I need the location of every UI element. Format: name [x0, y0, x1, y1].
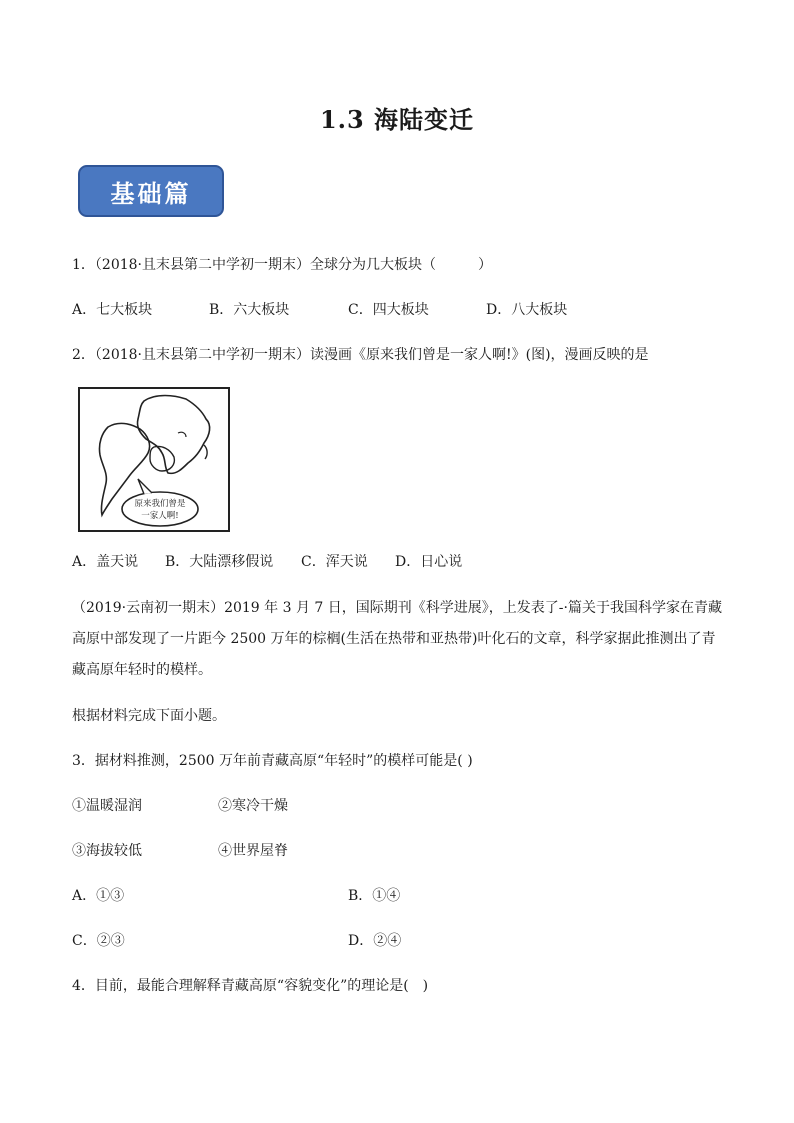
q1-option-c: C．四大板块 [348, 302, 429, 318]
q1-option-b: B．六大板块 [209, 302, 290, 318]
q3-option-b: B．①④ [348, 888, 401, 904]
q2-option-d: D．日心说 [395, 554, 463, 570]
q3-option-c: C．②③ [72, 933, 125, 949]
q2-option-a: A．盖天说 [72, 554, 139, 570]
continental-drift-cartoon [78, 387, 230, 532]
cartoon-caption-line-1: 原来我们曾是 [134, 499, 186, 509]
q3-item-2: ②寒冷干燥 [218, 798, 288, 814]
q3-item-1: ①温暖湿润 [72, 798, 142, 814]
material-instruction: 根据材料完成下面小题。 [72, 708, 226, 724]
question-4-stem: 4．目前，最能合理解释青藏高原“容貌变化”的理论是( ) [72, 978, 429, 994]
q3-item-3: ③海拔较低 [72, 843, 142, 859]
q3-item-4: ④世界屋脊 [218, 843, 288, 859]
q3-option-d: D．②④ [348, 933, 402, 949]
page-title: 1.3 海陆变迁 [319, 105, 475, 134]
question-1-stem: 1．（2018·且末县第二中学初一期末）全球分为几大板块（ ） [72, 257, 492, 273]
q3-option-a: A．①③ [72, 888, 125, 904]
material-paragraph: （2019·云南初一期末）2019 年 3 月 7 日，国际期刊《科学进展》，上发表了-·篇关于我国科学家在青藏高原中部发现了一片距今 2500 万年的棕榈(生活在热带和亚热带)叶化石的文章，科学家据此推测出了青藏高原年轻时的模样。 [72, 600, 722, 678]
section-badge: 基础篇 [78, 165, 224, 217]
q1-option-a: A．七大板块 [72, 302, 153, 318]
q2-option-b: B．大陆漂移假说 [165, 554, 274, 570]
question-3-stem: 3．据材料推测，2500 万年前青藏高原“年轻时”的模样可能是( ) [72, 753, 473, 769]
q2-option-c: C．浑天说 [301, 554, 368, 570]
q1-option-d: D．八大板块 [486, 302, 568, 318]
question-2-stem: 2．（2018·且末县第二中学初一期末）读漫画《原来我们曾是一家人啊!》(图)，漫画反映的是 [72, 347, 649, 363]
cartoon-caption-line-2: 一家人啊! [141, 511, 179, 521]
